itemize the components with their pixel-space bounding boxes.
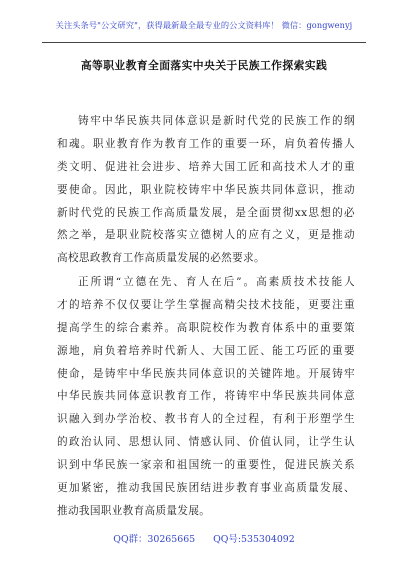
paragraph-line: 然之举，是职业院校落实立德树人的应有之义，更是推动 [57,229,355,242]
paragraph-line: 源地，肩负着培养时代新人、大国工匠、能工巧匠的重要 [57,344,355,357]
paragraph-line: 识到中华民族一家亲和祖国统一的重要性，促进民族关系 [57,459,355,472]
paragraph-line: 正所谓“立德在先、育人在后”。高素质技术技能人 [78,276,355,288]
paragraph-line: 中华民族共同体意识教育工作，将铸牢中华民族共同体意 [57,390,355,403]
document-title: 高等职业教育全面落实中央关于民族工作探索实践 [80,59,328,72]
paragraph-line: 更加紧密，推动我国民族团结进步教育事业高质量发展、 [57,482,355,495]
paragraph-line: 提高学生的综合素养。高职院校作为教育体系中的重要策 [57,321,355,334]
paragraph-line: 的政治认同、思想认同、情感认同、价值认同，让学生认 [57,436,355,449]
paragraph-2 [57,271,355,523]
paragraph-line: 新时代党的民族工作高质量发展，是全面贯彻xx思想的必 [57,206,355,219]
paragraph-line: 类文明、促进社会进步、培养大国工匠和高技术人才的重 [57,160,355,173]
paragraph-line: 高校思政教育工作高质量发展的必然要求。 [57,252,265,265]
paragraph-line: 识融入到办学治校、教书育人的全过程，有利于形塑学生 [57,413,355,426]
header-divider [42,42,366,43]
paragraph-line: 使命，是铸牢中华民族共同体意识的关键阵地。开展铸牢 [57,367,355,380]
paragraph-line: 和魂。职业教育作为教育工作的重要一环，肩负着传播人 [57,137,355,150]
paragraph-1 [57,110,355,270]
paragraph-line: 才的培养不仅仅要让学生掌握高精尖技术技能，更要注重 [57,298,355,311]
header-banner: 关注头条号"公文研究"，获得最新最全最专业的公文资料库！ 微信：gongwenyj [55,20,353,30]
qq-group-number: QQ群：30265665 [113,534,196,545]
paragraph-line: 铸牢中华民族共同体意识是新时代党的民族工作的纲 [78,115,355,127]
paragraph-line: 要使命。因此，职业院校铸牢中华民族共同体意识，推动 [57,183,355,196]
footer-contact [0,531,408,545]
paragraph-line: 推动我国职业教育高质量发展。 [57,504,211,517]
qq-account-number: QQ号:535304092 [213,534,295,545]
